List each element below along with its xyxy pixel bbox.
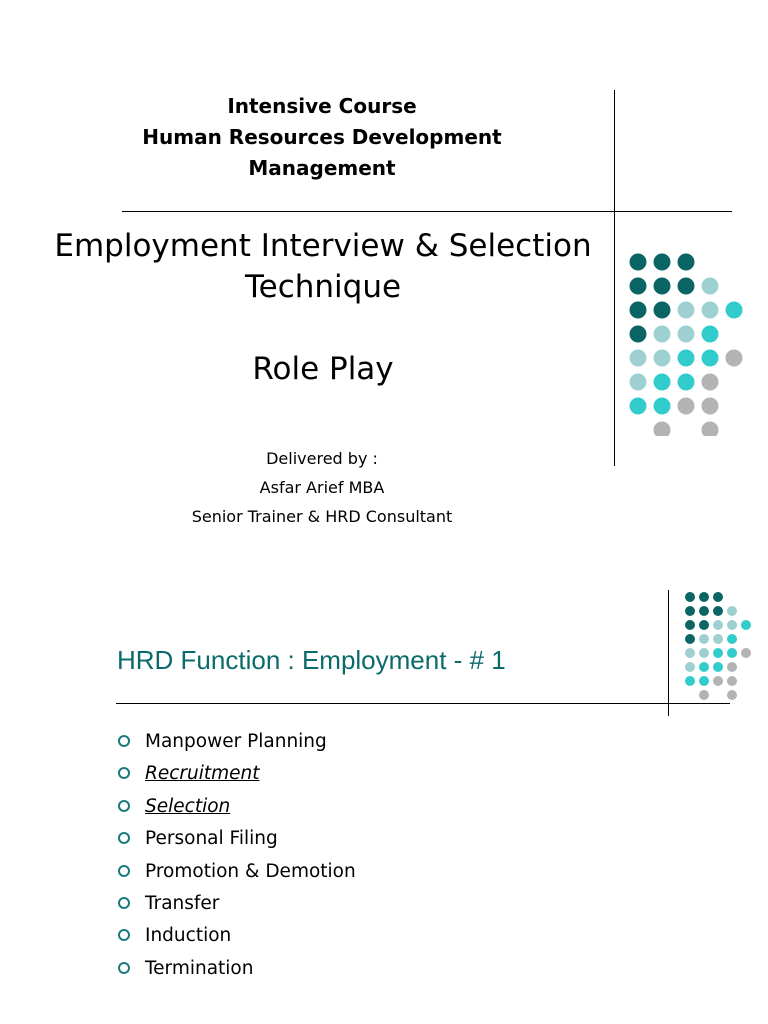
decorative-dot bbox=[699, 648, 709, 658]
title-line-2: Technique bbox=[244, 269, 402, 305]
decorative-dot bbox=[654, 422, 671, 437]
slide2-title: HRD Function : Employment - # 1 bbox=[117, 645, 506, 675]
list-item-label: Promotion & Demotion bbox=[145, 860, 356, 882]
decorative-dot bbox=[699, 634, 709, 644]
decorative-dot bbox=[630, 254, 647, 271]
decorative-dot bbox=[713, 620, 723, 630]
decorative-dot bbox=[702, 302, 719, 319]
decorative-dot bbox=[630, 398, 647, 415]
decorative-dot bbox=[713, 634, 723, 644]
list-item-label: Transfer bbox=[145, 892, 220, 914]
horizontal-divider-2 bbox=[116, 703, 730, 704]
decorative-dot bbox=[630, 326, 647, 343]
decorative-dot bbox=[630, 350, 647, 367]
list-item-label: Termination bbox=[145, 957, 254, 979]
circle-bullet-icon bbox=[118, 929, 130, 941]
decorative-dot bbox=[654, 374, 671, 391]
decorative-dot-grid-large bbox=[622, 246, 748, 436]
decorative-dot bbox=[699, 606, 709, 616]
decorative-dot bbox=[713, 648, 723, 658]
circle-bullet-icon bbox=[118, 897, 130, 909]
decorative-dot bbox=[678, 302, 695, 319]
decorative-dot bbox=[727, 620, 737, 630]
delivered-by-label: Delivered by : bbox=[266, 449, 378, 468]
decorative-dot bbox=[726, 350, 743, 367]
decorative-dot bbox=[713, 592, 723, 602]
course-header bbox=[100, 91, 544, 184]
decorative-dot bbox=[654, 278, 671, 295]
decorative-dot bbox=[654, 350, 671, 367]
decorative-dot bbox=[727, 634, 737, 644]
decorative-dot bbox=[699, 620, 709, 630]
decorative-dot bbox=[702, 326, 719, 343]
delivery-block bbox=[100, 444, 544, 531]
title-line-1: Employment Interview & Selection bbox=[54, 228, 592, 264]
decorative-dot bbox=[702, 422, 719, 437]
list-item-label: Selection bbox=[145, 795, 231, 817]
employment-function-list bbox=[116, 728, 356, 987]
vertical-divider bbox=[614, 90, 615, 466]
decorative-dot bbox=[678, 254, 695, 271]
decorative-dot bbox=[702, 398, 719, 415]
list-item bbox=[116, 858, 356, 890]
decorative-dot bbox=[726, 302, 743, 319]
circle-bullet-icon bbox=[118, 800, 130, 812]
decorative-dot bbox=[685, 648, 695, 658]
circle-bullet-icon bbox=[118, 832, 130, 844]
decorative-dot bbox=[741, 620, 751, 630]
list-item bbox=[116, 825, 356, 857]
list-item bbox=[116, 890, 356, 922]
decorative-dot bbox=[685, 592, 695, 602]
vertical-divider-2 bbox=[668, 590, 669, 716]
decorative-dot bbox=[685, 676, 695, 686]
list-item-label: Manpower Planning bbox=[145, 731, 327, 752]
decorative-dot bbox=[630, 374, 647, 391]
decorative-dot bbox=[685, 662, 695, 672]
decorative-dot bbox=[727, 676, 737, 686]
decorative-dot bbox=[678, 326, 695, 343]
presentation-title bbox=[40, 226, 606, 308]
decorative-dot bbox=[727, 606, 737, 616]
decorative-dot bbox=[654, 302, 671, 319]
circle-bullet-icon bbox=[118, 735, 130, 747]
horizontal-divider bbox=[122, 211, 732, 212]
decorative-dot-grid-small bbox=[680, 587, 756, 701]
decorative-dot bbox=[741, 648, 751, 658]
list-item-label: Induction bbox=[145, 925, 232, 947]
decorative-dot bbox=[702, 278, 719, 295]
decorative-dot bbox=[654, 326, 671, 343]
decorative-dot bbox=[713, 676, 723, 686]
decorative-dot bbox=[678, 278, 695, 295]
list-item bbox=[116, 793, 356, 825]
decorative-dot bbox=[630, 302, 647, 319]
decorative-dot bbox=[699, 676, 709, 686]
list-item-label: Recruitment bbox=[145, 763, 260, 785]
decorative-dot bbox=[678, 398, 695, 415]
circle-bullet-icon bbox=[118, 767, 130, 779]
decorative-dot bbox=[699, 592, 709, 602]
list-item bbox=[116, 955, 356, 987]
presentation-subtitle: Role Play bbox=[252, 351, 394, 387]
presenter-role: Senior Trainer & HRD Consultant bbox=[191, 507, 453, 526]
decorative-dot bbox=[713, 606, 723, 616]
decorative-dot bbox=[630, 278, 647, 295]
course-line-1: Intensive Course bbox=[227, 94, 417, 118]
list-item bbox=[116, 922, 356, 954]
decorative-dot bbox=[654, 398, 671, 415]
decorative-dot bbox=[678, 374, 695, 391]
decorative-dot bbox=[702, 350, 719, 367]
decorative-dot bbox=[699, 690, 709, 700]
decorative-dot bbox=[685, 606, 695, 616]
circle-bullet-icon bbox=[118, 865, 130, 877]
circle-bullet-icon bbox=[118, 962, 130, 974]
decorative-dot bbox=[654, 254, 671, 271]
list-item-label: Personal Filing bbox=[145, 828, 278, 850]
decorative-dot bbox=[727, 648, 737, 658]
decorative-dot bbox=[685, 634, 695, 644]
decorative-dot bbox=[678, 350, 695, 367]
decorative-dot bbox=[702, 374, 719, 391]
decorative-dot bbox=[699, 662, 709, 672]
course-line-3: Management bbox=[248, 156, 396, 180]
presenter-name: Asfar Arief MBA bbox=[259, 478, 385, 497]
list-item bbox=[116, 728, 356, 760]
decorative-dot bbox=[713, 662, 723, 672]
decorative-dot bbox=[727, 690, 737, 700]
course-line-2: Human Resources Development bbox=[142, 125, 502, 149]
list-item bbox=[116, 760, 356, 792]
decorative-dot bbox=[685, 620, 695, 630]
decorative-dot bbox=[727, 662, 737, 672]
